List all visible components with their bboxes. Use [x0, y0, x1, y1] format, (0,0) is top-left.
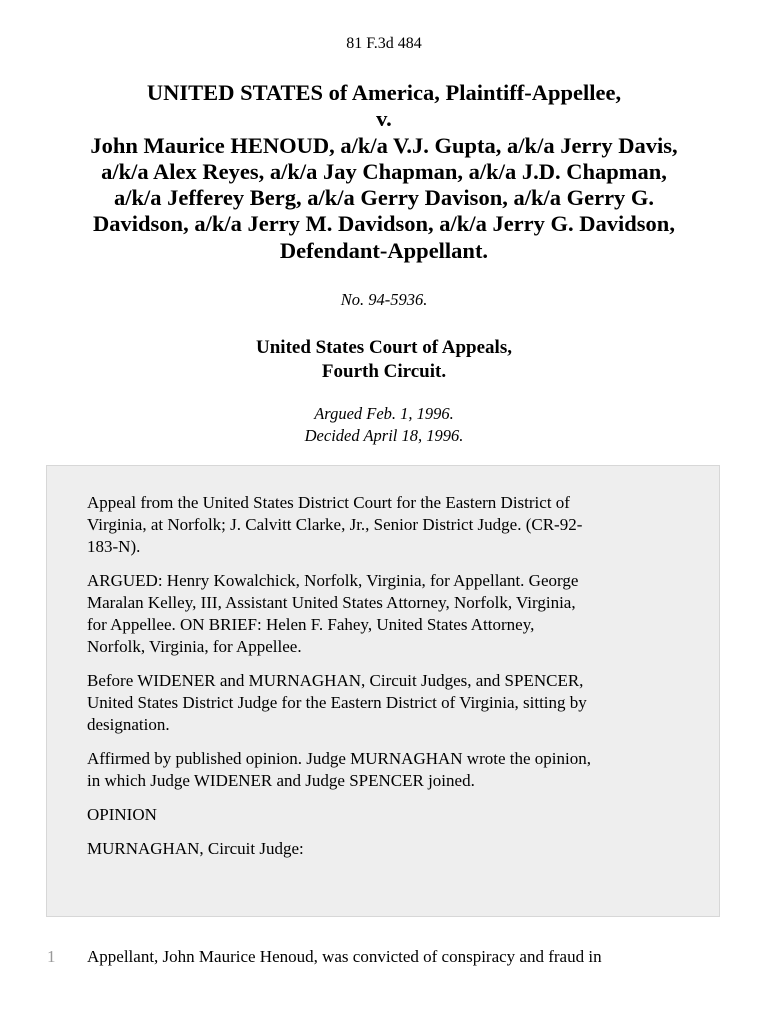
caption-line: v.: [376, 106, 392, 132]
disposition-paragraph: [87, 748, 679, 792]
argued-date: Argued Feb. 1, 1996.: [314, 404, 454, 423]
text-line: OPINION: [87, 805, 157, 824]
panel-paragraph: [87, 670, 679, 736]
paragraph-text: Appellant, John Maurice Henoud, was convicted of conspiracy and fraud in: [87, 947, 602, 966]
opinion-heading: [87, 804, 679, 826]
text-line: Affirmed by published opinion. Judge MURNAGHAN wrote the opinion,: [87, 749, 591, 768]
text-line: for Appellee. ON BRIEF: Helen F. Fahey, United States Attorney,: [87, 615, 535, 634]
text-line: Norfolk, Virginia, for Appellee.: [87, 637, 302, 656]
text-line: Before WIDENER and MURNAGHAN, Circuit Judges, and SPENCER,: [87, 671, 584, 690]
caption-line: UNITED STATES of America, Plaintiff-Appellee,: [146, 80, 622, 105]
counsel-paragraph: [87, 570, 679, 658]
author-line: [87, 838, 679, 860]
text-line: Maralan Kelley, III, Assistant United States Attorney, Norfolk, Virginia,: [87, 593, 576, 612]
text-line: MURNAGHAN, Circuit Judge:: [87, 839, 304, 858]
court-name: [0, 336, 768, 384]
docket-number: No. 94-5936.: [340, 290, 428, 309]
caption-line: a/k/a Jefferey Berg, a/k/a Gerry Davison, a/k/a Gerry G.: [113, 185, 655, 211]
paragraph-number: 1: [47, 947, 56, 966]
decided-date: Decided April 18, 1996.: [304, 426, 464, 445]
court-line: United States Court of Appeals,: [256, 337, 512, 358]
caption-line: John Maurice HENOUD, a/k/a V.J. Gupta, a/k/a Jerry Davis,: [90, 132, 678, 158]
text-line: in which Judge WIDENER and Judge SPENCER joined.: [87, 771, 475, 790]
text-line: United States District Judge for the Eastern District of Virginia, sitting by: [87, 693, 587, 712]
caption-line: Davidson, a/k/a Jerry M. Davidson, a/k/a Jerry G. Davidson,: [93, 211, 675, 237]
citation: 81 F.3d 484: [346, 35, 422, 52]
text-line: ARGUED: Henry Kowalchick, Norfolk, Virginia, for Appellant. George: [87, 571, 579, 590]
text-line: designation.: [87, 715, 170, 734]
text-line: Appeal from the United States District Court for the Eastern District of: [87, 493, 570, 512]
caption-line: a/k/a Alex Reyes, a/k/a Jay Chapman, a/k/a J.D. Chapman,: [101, 158, 667, 184]
text-line: Virginia, at Norfolk; J. Calvitt Clarke, Jr., Senior District Judge. (CR-92-: [87, 515, 583, 534]
case-dates: [0, 403, 768, 447]
case-caption: [40, 80, 728, 264]
syllabus-box: [46, 465, 720, 917]
appeal-paragraph: [87, 492, 679, 558]
text-line: 183-N).: [87, 537, 141, 556]
caption-line: Defendant-Appellant.: [279, 237, 489, 263]
court-line: Fourth Circuit.: [321, 361, 447, 382]
